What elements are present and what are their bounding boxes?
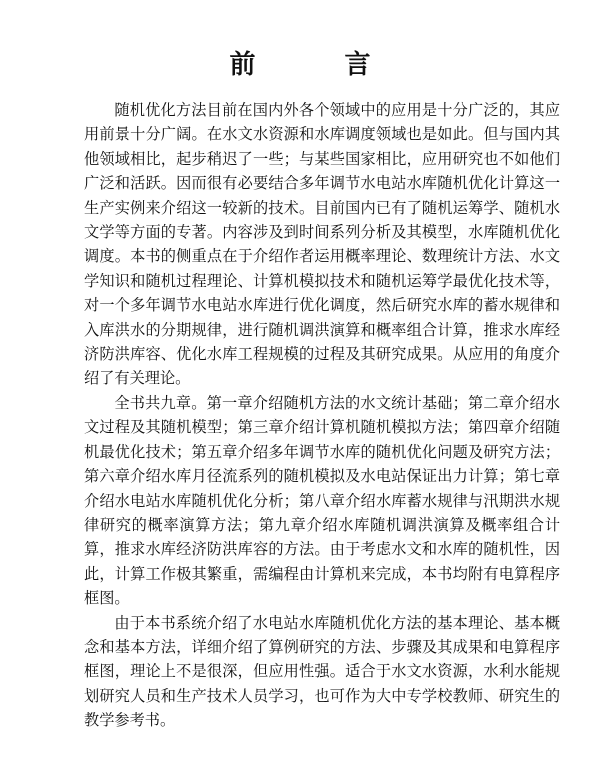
- page-title: 前 言: [229, 50, 411, 80]
- paragraph-1: 随机优化方法目前在国内外各个领域中的应用是十分广泛的，其应用前景十分广阔。在水文水资源和水库调度领域也是如此。但与国内其他领域相比，起步稍迟了一些；与某些国家相比，应用研究也不如他们广泛和活跃。因而很有必要结合多年调节水电站水库随机优化计算这一生产实例来介绍这一较新的技术。目前国内已有了随机运筹学、随机水文学等方面的专著。内容涉及到时间系列分析及其模型，水库随机优化调度。本书的侧重点在于介绍作者运用概率理论、数理统计方法、水文学知识和随机过程理论、计算机模拟技术和随机运筹学最优化技术等，对一个多年调节水电站水库进行优化调度，然后研究水库的蓄水规律和入库洪水的分期规律，进行随机调洪演算和概率组合计算，推求水库经济防洪库容、优化水库工程规模的过程及其研究成果。从应用的角度介绍了有关理论。: [84, 101, 560, 388]
- preface-body: [84, 98, 560, 733]
- paragraph-3: 由于本书系统介绍了水电站水库随机优化方法的基本理论、基本概念和基本方法，详细介绍了算例研究的方法、步骤及其成果和电算程序框图，理论上不是很深，但应用性强。适合于水文水资源，水利水能规划研究人员和生产技术人员学习，也可作为大中专学校教师、研究生的教学参考书。: [84, 613, 560, 730]
- paragraph-2: 全书共九章。第一章介绍随机方法的水文统计基础；第二章介绍水文过程及其随机模型；第三章介绍计算机随机模拟方法；第四章介绍随机最优化技术；第五章介绍多年调节水库的随机优化问题及研究方法；第六章介绍水库月径流系列的随机模拟及水电站保证出力计算；第七章介绍水电站水库随机优化分析；第八章介绍水库蓄水规律与汛期洪水规律研究的概率演算方法；第九章介绍水库随机调洪演算及概率组合计算，推求水库经济防洪库容的方法。由于考虑水文和水库的随机性，因此，计算工作极其繁重，需编程由计算机来完成，本书均附有电算程序框图。: [84, 393, 560, 608]
